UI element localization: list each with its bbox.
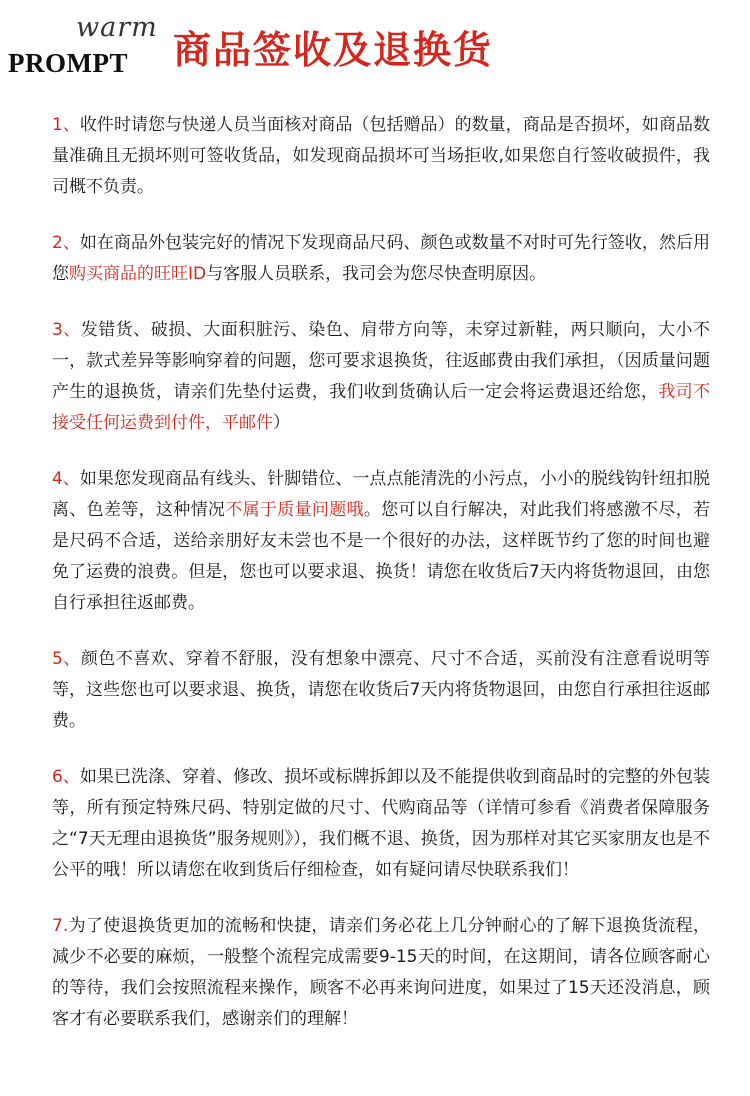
policy-item-2 [52, 228, 710, 290]
item-text: 为了使退换货更加的流畅和快捷，请亲们务必花上几分钟耐心的了解下退换货流程，减少不必要的麻烦，一般整个流程完成需要9-15天的时间，在这期间，请各位顾客耐心的等待，我们会按照流程来操作，顾客不必再来询问进度，如果过了15天还没消息，顾客才有必要联系我们，感谢亲们的理解！ [52, 916, 710, 1029]
item-number: 4、 [52, 469, 80, 489]
warm-label: warm [76, 12, 158, 43]
item-highlight: 我司不接受任何运费到付件，平邮件 [52, 382, 711, 433]
item-highlight: 购买商品的旺旺ID [69, 264, 207, 284]
item-text: 发错货、破损、大面积脏污、染色、肩带方向等，未穿过新鞋，两只顺向，大小不一，款式差异等影响穿着的问题，您可要求退换货，往返邮费由我们承担，（因质量问题产生的退换货，请亲们先垫付运费，我们收到货确认后一定会将运费退还给您， [52, 320, 711, 402]
item-number: 3、 [52, 320, 81, 340]
item-number: 1、 [52, 115, 80, 135]
prompt-label: PROMPT [8, 48, 128, 78]
policy-item-7 [52, 911, 710, 1035]
item-number: 2、 [52, 233, 80, 253]
item-number: 5、 [52, 649, 81, 669]
item-text: 颜色不喜欢、穿着不舒服，没有想象中漂亮、尺寸不合适，买前没有注意看说明等等，这些您也可以要求退、换货，请您在收货后7天内将货物退回，由您自行承担往返邮费。 [52, 649, 711, 731]
policy-item-1 [52, 110, 710, 203]
policy-item-4 [52, 464, 710, 619]
item-text: 。您可以自行解决，对此我们将感激不尽，若是尺码不合适，送给亲朋好友未尝也不是一个很好的办法，这样既节约了您的时间也避免了运费的浪费。但是，您也可以要求退、换货！请您在收货后7天内将货物退回，由您自行承担往返邮费。 [52, 500, 711, 613]
header [0, 0, 750, 90]
policy-list [52, 110, 710, 1060]
item-text: ） [273, 413, 290, 433]
policy-item-6 [52, 762, 710, 886]
item-number: 7. [52, 916, 69, 936]
item-text: 与客服人员联系，我司会为您尽快查明原因。 [206, 264, 547, 284]
item-number: 6、 [52, 767, 80, 787]
policy-item-3 [52, 315, 710, 439]
item-text: 如果已洗涤、穿着、修改、损坏或标牌拆卸以及不能提供收到商品时的完整的外包装等，所有预定特殊尺码、特别定做的尺寸、代购商品等（详情可参看《消费者保障服务之“7天无理由退换货”服务规则》），我们概不退、换货，因为那样对其它买家朋友也是不公平的哦！所以请您在收到货后仔细检查，如有疑问请尽快联系我们！ [52, 767, 710, 880]
item-text: 如在商品外包装完好的情况下发现商品尺码、颜色或数量不对时可先行签收，然后用您 [52, 233, 710, 284]
policy-item-5 [52, 644, 710, 737]
item-text: 收件时请您与快递人员当面核对商品（包括赠品）的数量，商品是否损坏，如商品数量准确且无损坏则可签收货品，如发现商品损坏可当场拒收,如果您自行签收破损件，我司概不负责。 [52, 115, 710, 197]
item-highlight: 不属于质量问题哦 [225, 500, 364, 520]
page-title: 商品签收及退换货 [173, 28, 494, 72]
item-text: 如果您发现商品有线头、针脚错位、一点点能清洗的小污点，小小的脱线钩针纽扣脱离、色差等，这种情况 [52, 469, 710, 520]
